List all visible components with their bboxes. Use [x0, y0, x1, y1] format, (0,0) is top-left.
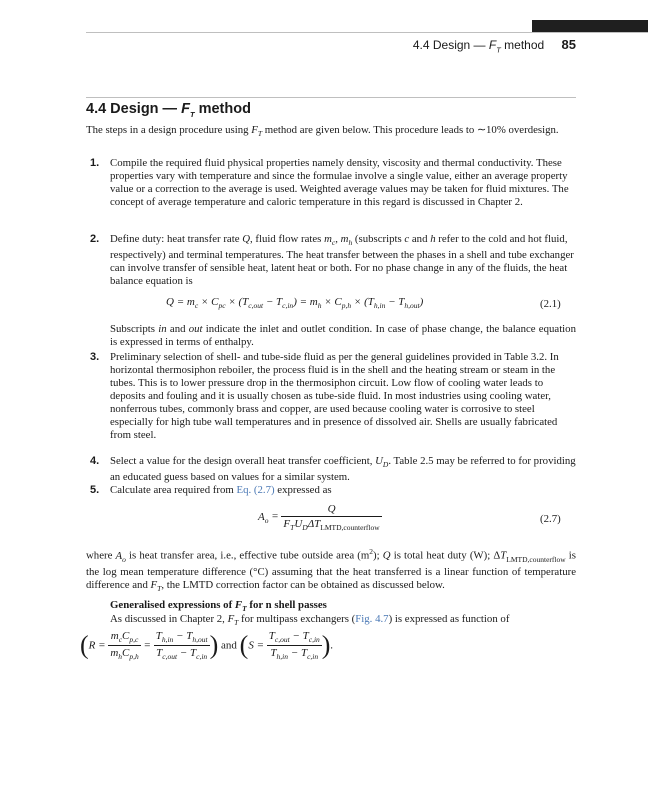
equation-2-1: $Q = m_c \times C_{pc} \times (T_{c,out} - T_{c,in}) = m_h \times C_{p,h} \times (T_{h,in} - T_{h,out})$	[166, 296, 424, 311]
where-paragraph: where $A_o$ is heat transfer area, i.e., effective tube outside area $(m^2)$; Q is total heat duty (W); $\Delta T_{LMTD,counterflow}$ is the log mean temperature difference (°C) assuming that the heat transferred is a linear function of temperature difference and $F_T$, the LMTD correction factor can be obtained as discussed below.	[86, 547, 576, 593]
step-4-text: Select a value for the design overall heat transfer coefficient, $U_D$. Table 2.5 may be referred to for providing an educated guess based on values for a similar system.	[110, 455, 576, 484]
step-3: 3. Preliminary selection of shell- and tube-side fluid as per the general guidelines provided in Table 3.2. In horizontal thermosiphon reboiler, the process fluid is in the shell and the heating stream or steam in the tubes. This is to lower pressure drop in the thermosiphon circuit. Low flow of cooling water leads to deposits and fouling and it is usually chosen as tube-side fluid. In most industries using cooling water, nonferrous tubes, commonly brass and copper, are used because cooling water is corrosive to steel especially for high tube wall temperatures and in presence of dissolved air. Shells are usually fabricated from steel.	[90, 351, 559, 441]
running-header-title: 4.4 Design — $F_T$ method	[412, 38, 545, 55]
intro-paragraph: The steps in a design procedure using $F_T$ method are given below. This procedure leads to ∼10% overdesign.	[86, 124, 559, 139]
running-header	[300, 37, 576, 54]
step-5: 5. Calculate area required from Eq. (2.7) expressed as	[90, 484, 332, 496]
fig-4-7-link[interactable]: Fig. 4.7	[355, 613, 389, 625]
step-2: 2. Define duty: heat transfer rate Q, fluid flow rates $m_c$, $m_h$ (subscripts c and h refer to the cold and hot fluid, respectively) and terminal temperatures. The heat transfer between the phases in a shell and tube exchanger can involve transfer of sensible heat, latent heat or both. For no phase change in any of the fluids, the heat balance equation is	[90, 233, 576, 288]
eq-2-7-link[interactable]: Eq. (2.7)	[236, 484, 275, 496]
section-title: 4.4 Design — $F_T$ method	[86, 101, 251, 119]
equation-2-7: $A_o$ = $\frac{Q}{F_TU_D\Delta T_{LMTD,counterflow}}$	[258, 503, 380, 533]
page-number: 85	[561, 37, 576, 52]
equation-2-1-number: (2.1)	[540, 298, 561, 310]
header-rule	[86, 32, 648, 33]
step-1: 1. Compile the required fluid physical properties namely density, viscosity and thermal conductivity. These properties vary with temperature and since the formulae involve a single value, either an average property value or a correction to the average is used. Weighted average values may be taken for fluid mixtures. The concept of average temperature and caloric temperature in this regard is discussed in Chapter 2.	[90, 157, 569, 208]
step-2-text: Define duty: heat transfer rate Q, fluid flow rates $m_c$, $m_h$ (subscripts c and h refer to the cold and hot fluid, respectively) and terminal temperatures. The heat transfer between the phases in a shell and tube exchanger can involve transfer of sensible heat, latent heat or both. For no phase change in any of the fluids, the heat balance equation is	[110, 233, 574, 288]
step-4: 4. Select a value for the design overall heat transfer coefficient, $U_D$. Table 2.5 may be referred to for providing an educated guess based on values for a similar system.	[90, 455, 576, 484]
general-paragraph: As discussed in Chapter 2, $F_T$ for multipass exchangers (Fig. 4.7) is expressed as function of	[110, 613, 510, 628]
header-bar-decoration	[532, 20, 648, 32]
subscripts-paragraph: Subscripts in and out indicate the inlet and outlet condition. In case of phase change, the balance equation is expressed in terms of enthalpy.	[110, 323, 576, 348]
generalised-subheading: Generalised expressions of $F_T$ for n shell passes	[110, 599, 327, 614]
equation-r-s: (R = $\frac{m_cC_{p,c}}{m_hC_{p,h}}$ = $\frac{T_{h,in} - T_{h,out}}{T_{c,out} - T_{c,in}}$ ) and (S = $\frac{T_{c,out} - T_{c,in}}{T_{h,in} - T_{c,in}}$ ).	[80, 630, 334, 662]
section-rule	[86, 97, 576, 98]
equation-2-7-number: (2.7)	[540, 513, 561, 525]
